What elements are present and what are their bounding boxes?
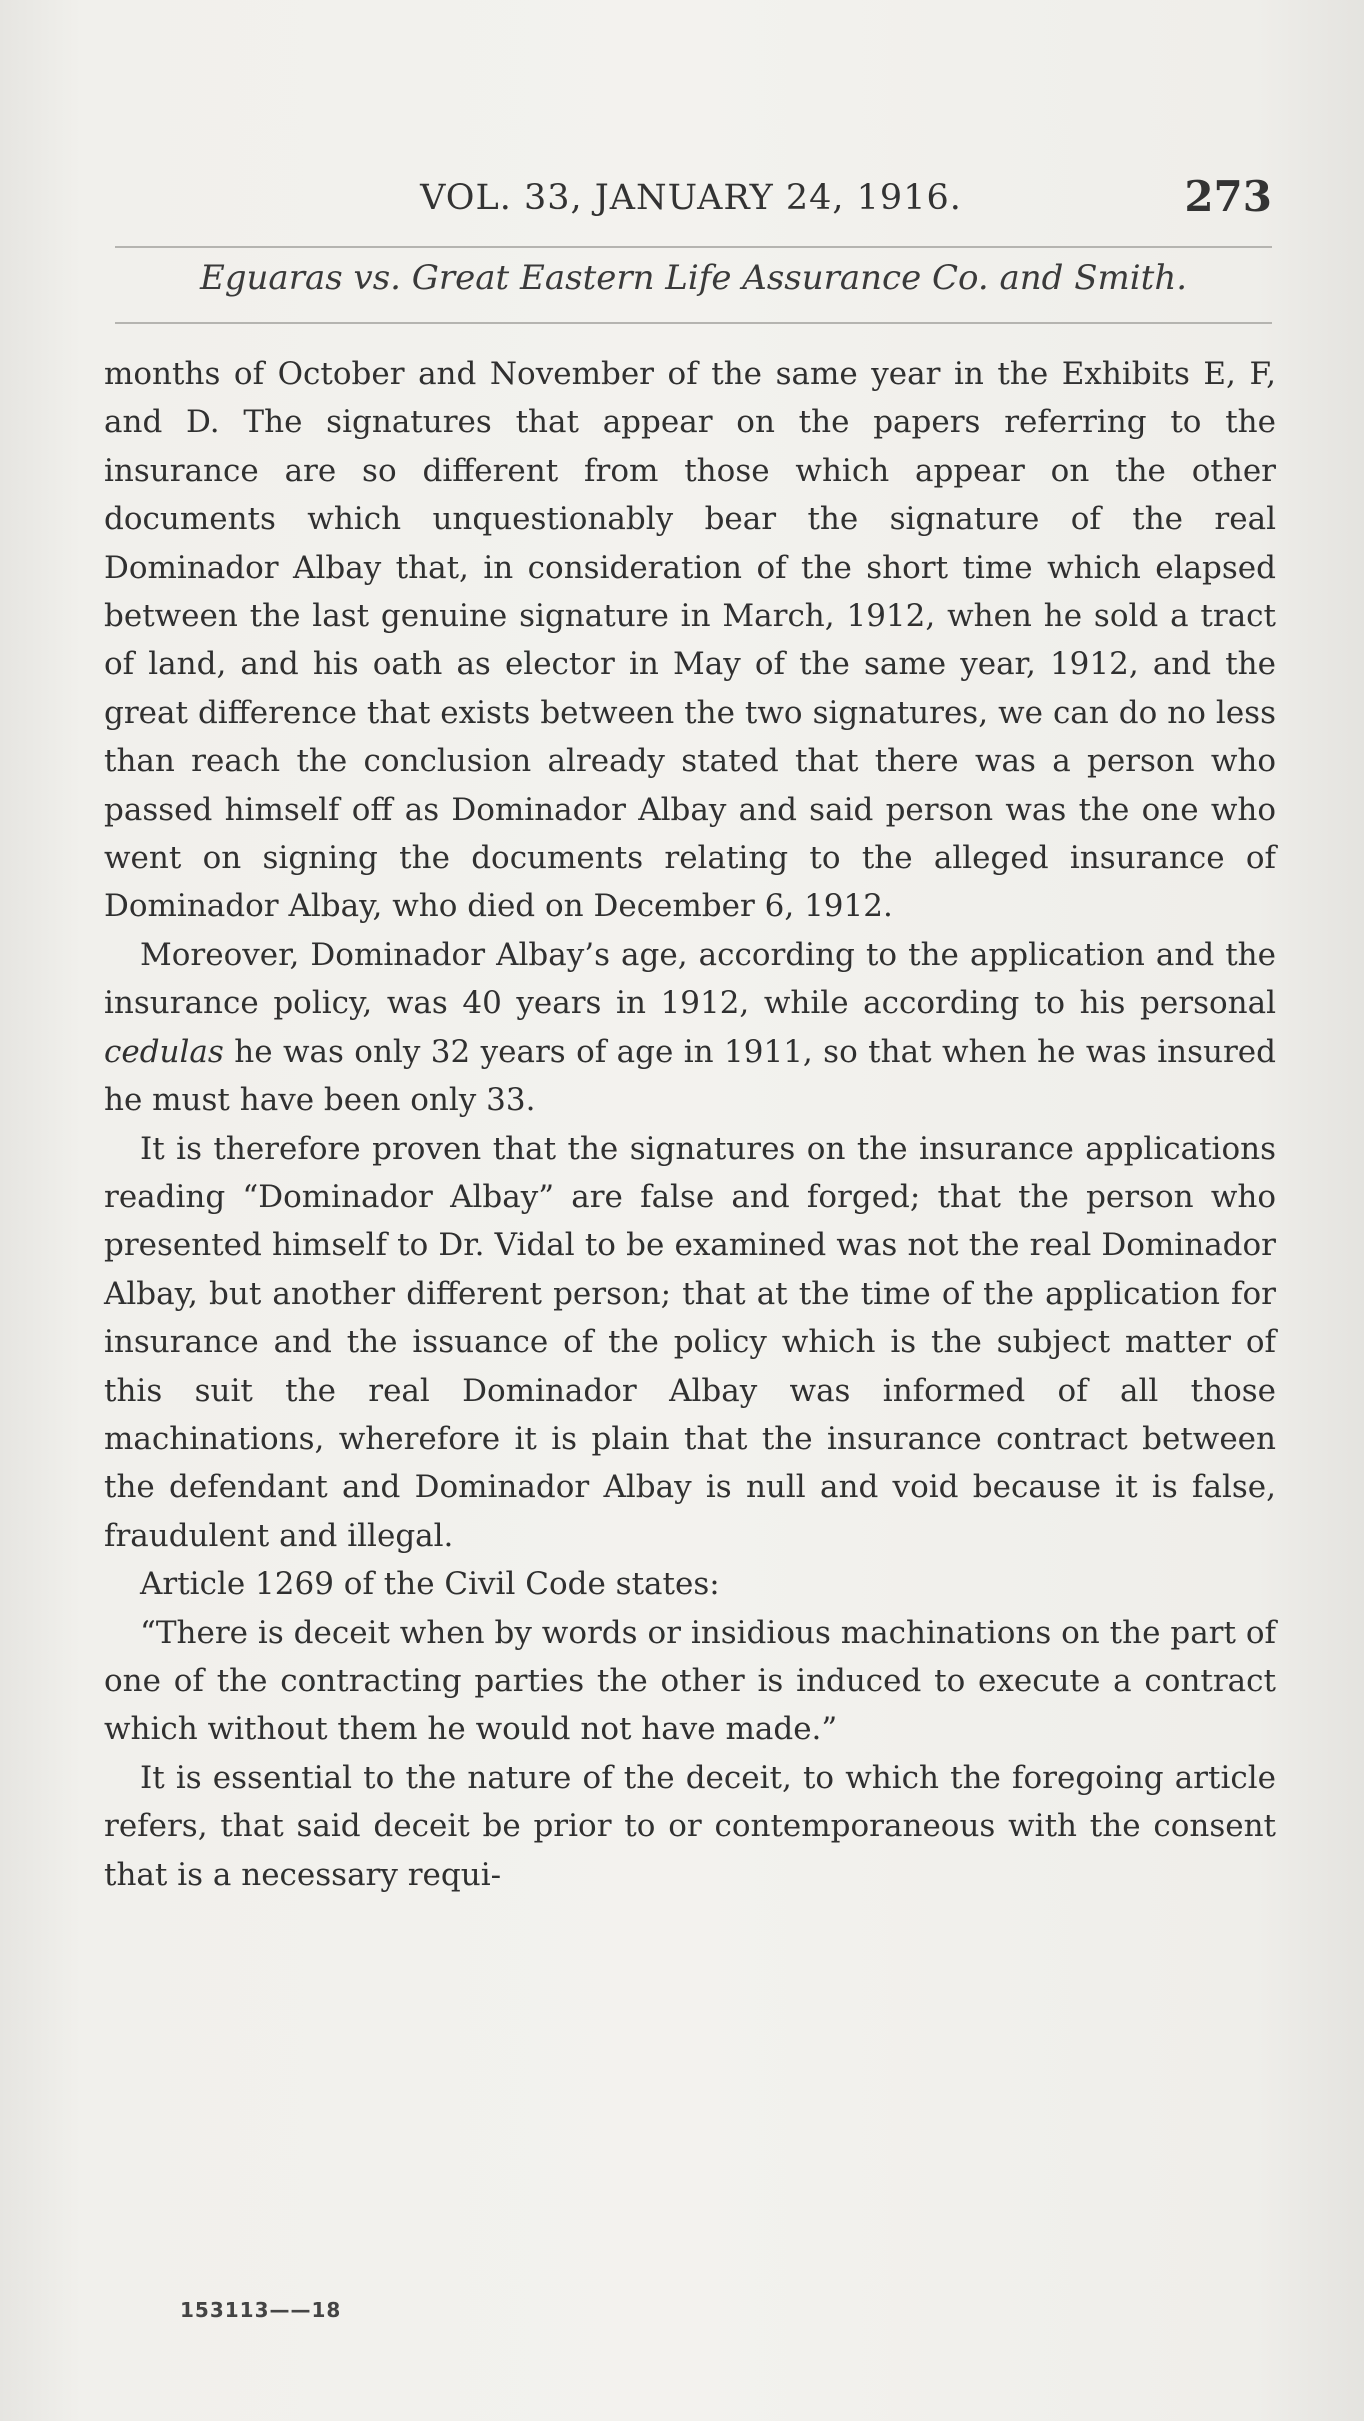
printer-signature: 153113——18 — [180, 2298, 342, 2322]
paragraph-proven: It is therefore proven that the signatures on the insurance applications reading “Dominador Albay” are false and forged; that the person who presented himself to Dr. Vidal to be examined was not the real Dominador Albay, but another different person; that at the time of the application for insurance and the issuance of the policy which is the subject matter of this suit the real Dominador Albay was informed of all those machinations, wherefore it is plain that the insurance contract between the defendant and Dominador Albay is null and void because it is false, fraudulent and illegal. — [104, 1130, 1276, 1554]
paragraph-article: Article 1269 of the Civil Code states: — [140, 1566, 720, 1603]
running-head: VOL. 33, JANUARY 24, 1916. — [420, 178, 962, 218]
paragraph-essential: It is essential to the nature of the deceit, to which the foregoing article refers, that said deceit be prior to or contemporaneous with the consent that is a necessary requi- — [104, 1759, 1276, 1893]
header-rule-top — [115, 246, 1272, 248]
header-rule-bottom — [115, 322, 1272, 324]
paragraph-age-text-end: he was only 32 years of age in 1911, so that when he was insured he must have been only 33. — [104, 1033, 1276, 1119]
body-text — [104, 350, 1276, 1899]
paragraph-signatures: months of October and November of the same year in the Exhibits E, F, and D. The signatures that appear on the papers referring to the insurance are so different from those which appear on the other documents which unquestionably bear the signature of the real Dominador Albay that, in consideration of the short time which elapsed between the last genuine signature in March, 1912, when he sold a tract of land, and his oath as elector in May of the same year, 1912, and the great difference that exists between the two signatures, we can do no less than reach the conclusion already stated that there was a person who passed himself off as Dominador Albay and said person was the one who went on signing the documents relating to the alleged insurance of Dominador Albay, who died on December 6, 1912. — [104, 356, 1276, 925]
paragraph-age — [104, 931, 1276, 1125]
page-number: 273 — [1184, 172, 1272, 221]
case-title: Eguaras vs. Great Eastern Life Assurance Co. and Smith. — [199, 258, 1188, 298]
paragraph-quote: “There is deceit when by words or insidious machinations on the part of one of the contracting parties the other is induced to execute a contract which without them he would not have made.” — [104, 1614, 1276, 1748]
paragraph-age-text-start: Moreover, Dominador Albay’s age, according to the application and the insurance policy, was 40 years in 1912, while according to his personal — [104, 936, 1276, 1022]
page-header — [110, 172, 1272, 232]
paragraph-age-italic: cedulas — [104, 1033, 224, 1070]
